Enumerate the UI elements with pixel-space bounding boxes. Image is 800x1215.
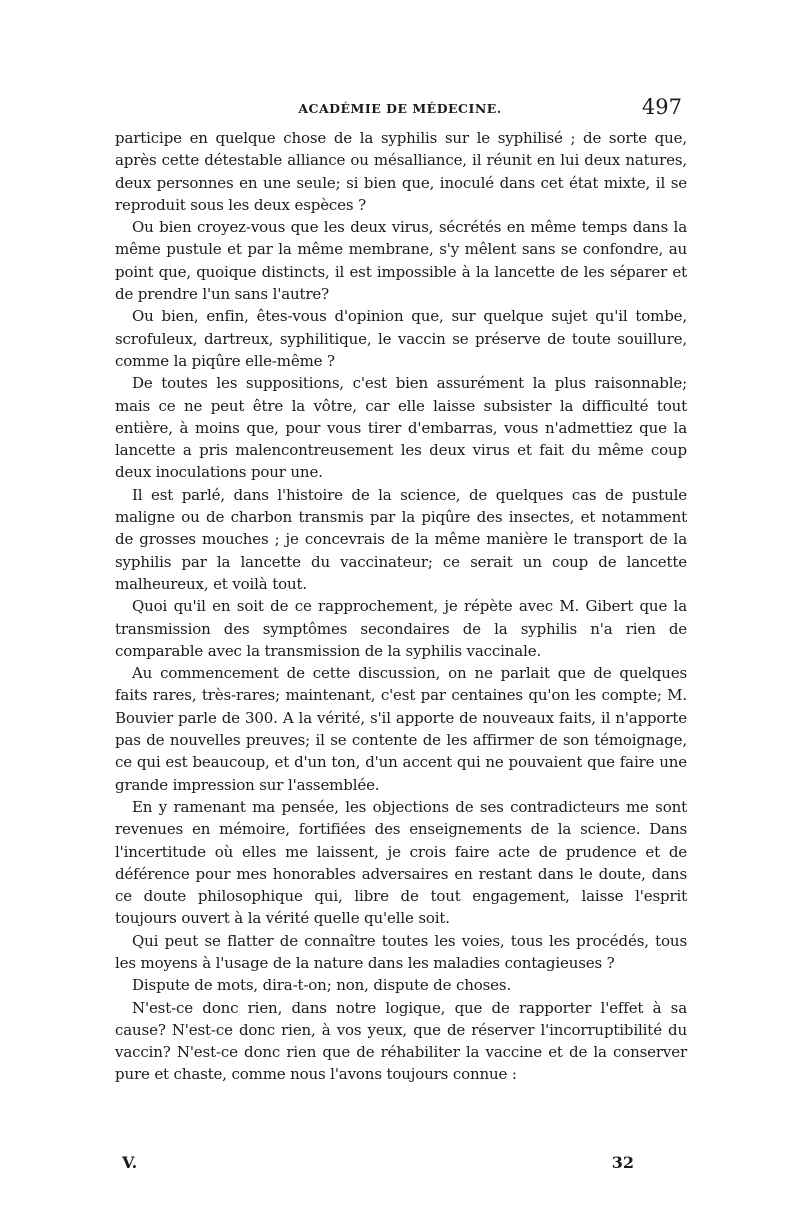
paragraph: De toutes les suppositions, c'est bien assurément la plus raisonnable; mais ce ne peut être la vôtre, car elle laisse subsister la difficulté tout entière, à moins que, pour vous tirer d'embarras, vous n'admettiez que la lancette a pris malencontreusement les deux virus et fait du même coup deux inoculations pour une. bbox=[115, 374, 687, 482]
signature-mark: V. bbox=[122, 1153, 138, 1172]
body-text bbox=[115, 127, 687, 1086]
paragraph: Ou bien, enfin, êtes-vous d'opinion que, sur quelque sujet qu'il tombe, scrofuleux, dartreux, syphilitique, le vaccin se préserve de toute souillure, comme la piqûre elle-même ? bbox=[115, 307, 687, 370]
page-footer bbox=[122, 1153, 634, 1183]
paragraph: N'est-ce donc rien, dans notre logique, que de rapporter l'effet à sa cause? N'est-ce donc rien, à vos yeux, que de réserver l'incorruptibilité du vaccin? N'est-ce donc rien que de réhabiliter la vaccine et de la conserver pure et chaste, comme nous l'avons toujours connue : bbox=[115, 998, 687, 1084]
running-head bbox=[115, 95, 685, 125]
signature-number: 32 bbox=[611, 1153, 634, 1172]
paragraph: Ou bien croyez-vous que les deux virus, sécrétés en même temps dans la même pustule et par la même membrane, s'y mêlent sans se confondre, au point que, quoique distincts, il est impossible à la lancette de les séparer et de prendre l'un sans l'autre? bbox=[115, 218, 687, 304]
paragraph: participe en quelque chose de la syphilis sur le syphilisé ; de sorte que, après cette détestable alliance ou mésalliance, il réunit en lui deux natures, deux personnes en une seule; si bien que, inoculé dans cet état mixte, il se reproduit sous les deux espèces ? bbox=[115, 129, 687, 214]
paragraph: En y ramenant ma pensée, les objections de ses contradicteurs me sont revenues en mémoire, fortifiées des enseignements de la science. Dans l'incertitude où elles me laissent, je crois faire acte de prudence et de déférence pour mes honorables adversaires en restant dans le doute, dans ce doute philosophique qui, libre de tout engagement, laisse l'esprit toujours ouvert à la vérité quelle qu'elle soit. bbox=[115, 797, 687, 928]
paragraph: Dispute de mots, dira-t-on; non, dispute de choses. bbox=[132, 976, 512, 995]
paragraph: Il est parlé, dans l'histoire de la science, de quelques cas de pustule maligne ou de charbon transmis par la piqûre des insectes, et notamment de grosses mouches ; je concevrais de la même manière le transport de la syphilis par la lancette du vaccinateur; ce serait un coup de lancette malheureux, et voilà tout. bbox=[115, 485, 687, 593]
paragraph: Qui peut se flatter de connaître toutes les voies, tous les procédés, tous les moyens à l'usage de la nature dans les maladies contagieuses ? bbox=[115, 931, 687, 972]
paragraph: Au commencement de cette discussion, on ne parlait que de quelques faits rares, très-rares; maintenant, c'est par centaines qu'on les compte; M. Bouvier parle de 300. A la vérité, s'il apporte de nouveaux faits, il n'apporte pas de nouvelles preuves; il se contente de les affirmer de son témoignage, ce qui est beaucoup, et d'un ton, d'un accent qui ne pouvaient que faire une grande impression sur l'assemblée. bbox=[115, 664, 687, 794]
page-number: 497 bbox=[641, 95, 682, 119]
running-title: ACADÉMIE DE MÉDECINE. bbox=[298, 101, 502, 116]
paragraph: Quoi qu'il en soit de ce rapprochement, je répète avec M. Gibert que la transmission des symptômes secondaires de la syphilis n'a rien de comparable avec la transmission de la syphilis vaccinale. bbox=[115, 597, 687, 660]
